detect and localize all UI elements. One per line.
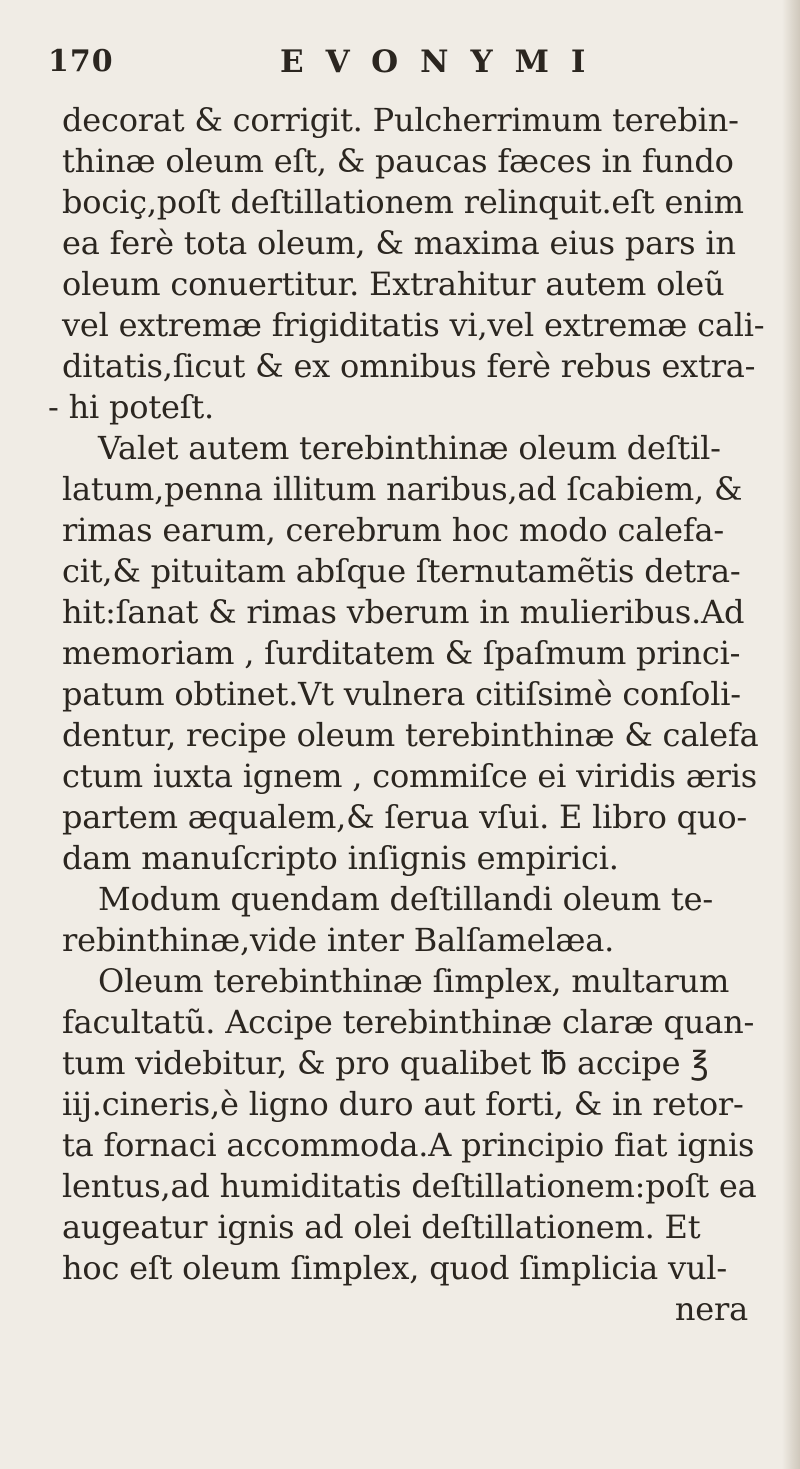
text-line: cit,& pituitam abſque ſternutamẽtis detra- (62, 552, 741, 590)
text-line: decorat & corrigit. Pulcherrimum terebin- (62, 101, 739, 139)
text-line: ctum iuxta ignem , commiſce ei viridis æris (62, 757, 757, 795)
text-line: rebinthinæ,vide inter Balſamelæa. (62, 921, 615, 959)
page-header (48, 44, 748, 92)
text-line: dentur, recipe oleum terebinthinæ & calefa (62, 716, 759, 754)
text-line: dam manuſcripto inſignis empirici. (62, 839, 619, 877)
text-line: rimas earum, cerebrum hoc modo calefa- (62, 511, 724, 549)
paragraph-start-line: Oleum terebinthinæ ſimplex, multarum (98, 962, 730, 1000)
catchword: nera (674, 1290, 748, 1328)
paragraph-start-line: Modum quendam deſtillandi oleum te- (98, 880, 713, 918)
text-line: bociç,poſt deſtillationem relinquit.eſt enim (62, 183, 744, 221)
body-text (48, 100, 782, 1330)
text-line: vel extremæ frigiditatis vi,vel extremæ cali- (62, 306, 765, 344)
text-line: latum,penna illitum naribus,ad ſcabiem, & (62, 470, 743, 508)
paragraph-start-line: Valet autem terebinthinæ oleum deſtil- (98, 429, 721, 467)
text-line: facultatũ. Accipe terebinthinæ claræ quan- (62, 1003, 755, 1041)
text-line: ta fornaci accommoda.A principio fiat ignis (62, 1126, 755, 1164)
text-line: hit:ſanat & rimas vberum in mulieribus.Ad (62, 593, 745, 631)
text-line: iij.cineris,è ligno duro aut forti, & in retor- (62, 1085, 744, 1123)
text-line: - hi poteſt. (48, 388, 215, 426)
text-line: augeatur ignis ad olei deſtillationem. Et (62, 1208, 701, 1246)
text-line: lentus,ad humiditatis deſtillationem:poſt ea (62, 1167, 757, 1205)
text-line: tum videbitur, & pro qualibet ℔ accipe ℥ (62, 1044, 709, 1082)
text-line: partem æqualem,& ſerua vſui. E libro quo- (62, 798, 748, 836)
page-number: 170 (48, 44, 114, 79)
page-edge (782, 0, 800, 1469)
text-line: ditatis,ſicut & ex omnibus ferè rebus extra- (62, 347, 756, 385)
text-line: patum obtinet.Vt vulnera citiſsimè conſoli- (62, 675, 741, 713)
text-line: hoc eſt oleum ſimplex, quod ſimplicia vul- (62, 1249, 727, 1287)
text-line: oleum conuertitur. Extrahitur autem oleũ (62, 265, 725, 303)
text-line: thinæ oleum eſt, & paucas fæces in fundo (62, 142, 734, 180)
text-line: ea ferè tota oleum, & maxima eius pars in (62, 224, 736, 262)
text-line: memoriam , ſurditatem & ſpaſmum princi- (62, 634, 741, 672)
running-head: EVONYMI (280, 44, 608, 80)
